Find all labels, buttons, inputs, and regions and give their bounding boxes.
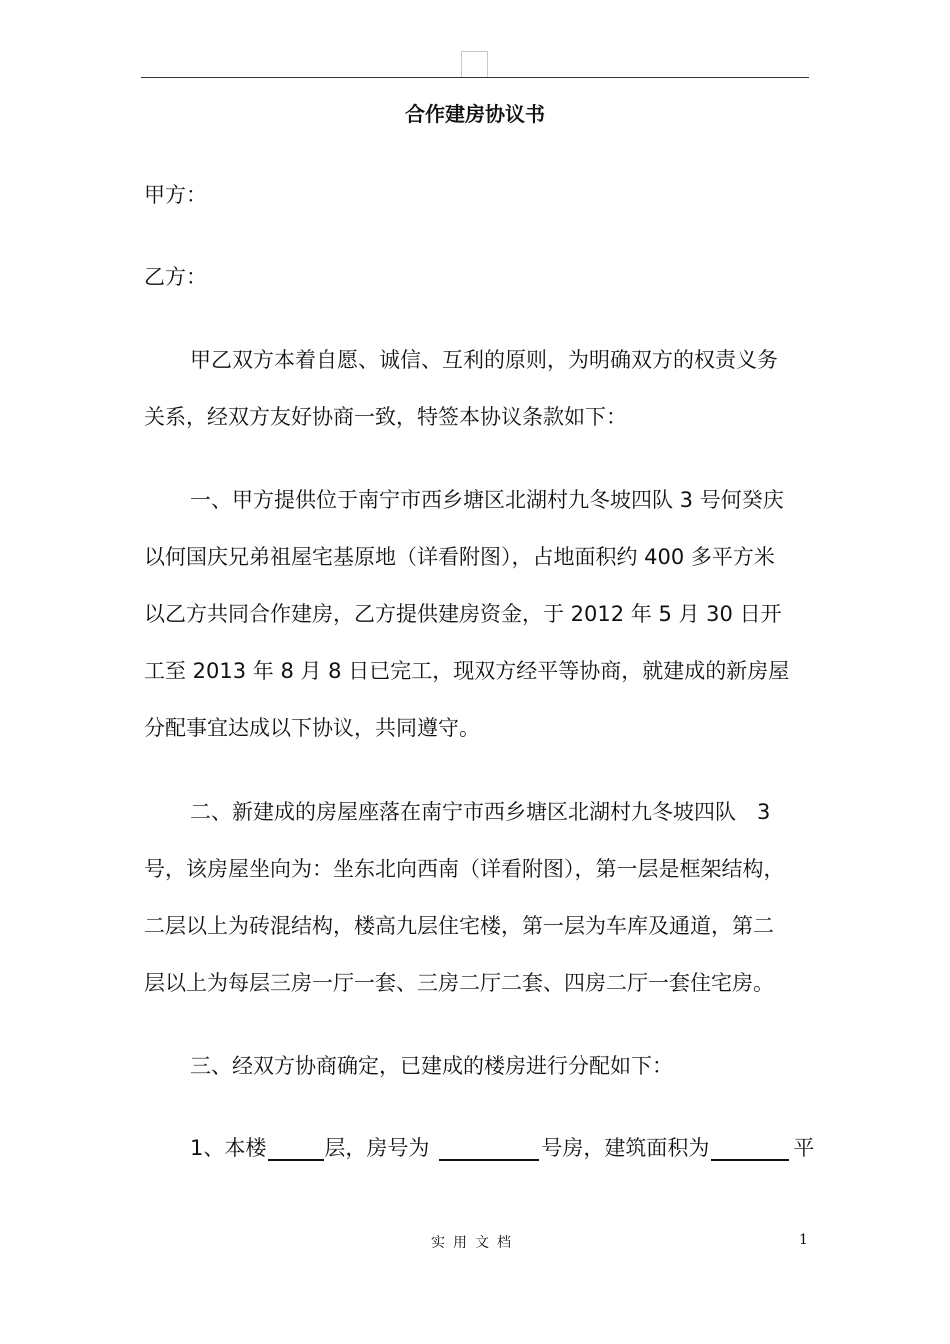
header-marker: [461, 51, 488, 77]
clause1-line: 以何国庆兄弟祖屋宅基原地（详看附图），占地面积约 400 多平方米: [144, 545, 775, 569]
clause3-line: 三、经双方协商确定，已建成的楼房进行分配如下：: [190, 1054, 673, 1078]
clause2-line: 二、新建成的房屋座落在南宁市西乡塘区北湖村九冬坡四队 3: [190, 800, 771, 824]
clause1-line: 分配事宜达成以下协议，共同遵守。: [144, 716, 480, 740]
floor-blank: [268, 1133, 324, 1161]
footer-label: 实用文档: [431, 1235, 519, 1251]
clause2-line: 号，该房屋坐向为：坐东北向西南（详看附图），第一层是框架结构，: [144, 857, 785, 881]
document-title: 合作建房协议书: [405, 102, 545, 126]
page-number: 1: [799, 1232, 808, 1248]
item1-text: 平: [793, 1136, 815, 1160]
area-blank: [711, 1133, 789, 1161]
header-rule: [141, 77, 809, 78]
item1-line: [190, 1133, 814, 1163]
clause2-line: 二层以上为砖混结构，楼高九层住宅楼，第一层为车库及通道，第二: [144, 914, 774, 938]
room-number-blank: [439, 1133, 539, 1161]
clause1-line: 工至 2013 年 8 月 8 日已完工，现双方经平等协商，就建成的新房屋: [144, 659, 790, 683]
clause1-line: 一、甲方提供位于南宁市西乡塘区北湖村九冬坡四队 3 号何癸庆: [190, 488, 784, 512]
clause1-line: 以乙方共同合作建房，乙方提供建房资金，于 2012 年 5 月 30 日开: [144, 602, 782, 626]
intro-line: 甲乙双方本着自愿、诚信、互利的原则，为明确双方的权责义务: [190, 348, 778, 372]
item1-text: 层，房号为: [324, 1136, 430, 1160]
party-a-label: 甲方：: [144, 183, 207, 207]
intro-line: 关系，经双方友好协商一致，特签本协议条款如下：: [144, 405, 627, 429]
item1-text: 1、本楼: [190, 1136, 267, 1160]
party-b-label: 乙方：: [144, 265, 207, 289]
item1-text: 号房，建筑面积为: [541, 1136, 710, 1160]
clause2-line: 层以上为每层三房一厅一套、三房二厅二套、四房二厅一套住宅房。: [144, 971, 774, 995]
